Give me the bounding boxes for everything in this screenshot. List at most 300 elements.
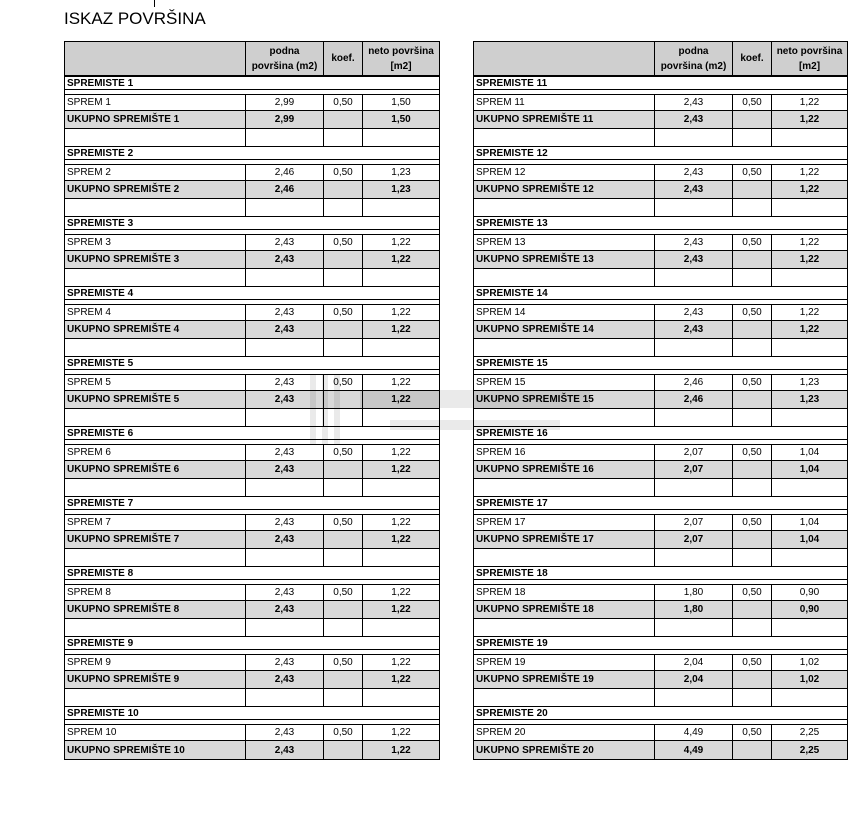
blank-cell (474, 199, 654, 216)
section-heading-row (65, 287, 439, 300)
floor-area-value: 4,49 (654, 725, 732, 740)
total-floor-area: 1,80 (654, 601, 732, 618)
floor-area-value: 2,43 (245, 725, 323, 740)
total-label: UKUPNO SPREMIŠTE 18 (476, 604, 594, 615)
blank-cell (654, 409, 732, 426)
total-label: UKUPNO SPREMIŠTE 20 (476, 744, 594, 756)
section-heading-row (65, 427, 439, 440)
net-area-value: 1,22 (362, 515, 439, 530)
blank-cell (474, 619, 654, 636)
blank-cell (654, 479, 732, 496)
total-coefficient-empty (323, 461, 362, 478)
total-row (474, 391, 847, 409)
blank-cell (654, 619, 732, 636)
total-floor-area: 2,43 (245, 601, 323, 618)
net-area-value: 1,22 (362, 585, 439, 600)
header-floor-area (654, 42, 732, 75)
floor-area-value: 2,43 (245, 375, 323, 390)
section-heading: SPREMISTE 4 (67, 288, 134, 299)
total-coefficient-empty (732, 531, 771, 548)
total-row (474, 181, 847, 199)
total-net-area: 1,04 (771, 531, 847, 548)
blank-cell (65, 689, 245, 706)
total-floor-area: 2,04 (654, 671, 732, 688)
blank-row (65, 409, 439, 427)
total-floor-area: 2,43 (245, 321, 323, 338)
unit-name: SPREM 20 (476, 727, 526, 738)
total-row (474, 251, 847, 269)
total-floor-area: 2,43 (245, 461, 323, 478)
section-heading-row (474, 497, 847, 510)
header-net-area-line1: neto površina (368, 45, 434, 57)
header-floor-area-line2: površina (m2) (251, 60, 318, 72)
floor-area-value: 2,99 (245, 95, 323, 110)
blank-cell (323, 339, 362, 356)
unit-name: SPREM 9 (67, 657, 111, 668)
blank-row (474, 479, 847, 497)
total-net-area: 1,02 (771, 671, 847, 688)
blank-row (474, 129, 847, 147)
section-heading: SPREMISTE 10 (67, 708, 139, 719)
total-floor-area: 2,43 (654, 251, 732, 268)
title-mark (154, 0, 155, 7)
total-row (65, 321, 439, 339)
table-row (65, 655, 439, 671)
total-label: UKUPNO SPREMIŠTE 9 (67, 674, 180, 685)
floor-area-value: 2,43 (654, 235, 732, 250)
header-floor-area-line1: podna (269, 45, 300, 57)
blank-cell (474, 409, 654, 426)
header-floor-area-line2: površina (m2) (660, 60, 727, 72)
total-label: UKUPNO SPREMIŠTE 3 (67, 254, 180, 265)
total-floor-area: 2,43 (245, 531, 323, 548)
total-floor-area: 2,07 (654, 531, 732, 548)
section-heading-row (65, 147, 439, 160)
total-row (474, 531, 847, 549)
page-title: ISKAZ POVRŠINA (64, 9, 206, 28)
total-label: UKUPNO SPREMIŠTE 8 (67, 604, 180, 615)
net-area-value: 2,25 (771, 725, 847, 740)
blank-cell (323, 409, 362, 426)
unit-name: SPREM 1 (67, 97, 111, 108)
section-heading-row (65, 637, 439, 650)
floor-area-value: 2,04 (654, 655, 732, 670)
blank-cell (362, 619, 439, 636)
blank-row (65, 129, 439, 147)
total-label: UKUPNO SPREMIŠTE 14 (476, 324, 594, 335)
blank-cell (474, 129, 654, 146)
total-coefficient-empty (323, 671, 362, 688)
section-heading-row (474, 217, 847, 230)
blank-cell (654, 549, 732, 566)
table-header-row (474, 42, 847, 77)
floor-area-value: 2,43 (245, 235, 323, 250)
section-heading: SPREMISTE 5 (67, 358, 134, 369)
blank-cell (474, 549, 654, 566)
blank-cell (323, 619, 362, 636)
total-coefficient-empty (323, 111, 362, 128)
blank-cell (362, 409, 439, 426)
total-floor-area: 2,99 (245, 111, 323, 128)
total-net-area: 1,22 (362, 741, 439, 759)
coefficient-value: 0,50 (732, 725, 771, 740)
blank-cell (732, 689, 771, 706)
total-coefficient-empty (323, 531, 362, 548)
header-floor-area-line1: podna (678, 45, 709, 57)
blank-cell (245, 129, 323, 146)
total-coefficient-empty (732, 321, 771, 338)
section-heading: SPREMISTE 3 (67, 218, 134, 229)
blank-row (65, 339, 439, 357)
section-heading: SPREMISTE 19 (476, 638, 548, 649)
blank-cell (323, 199, 362, 216)
section-heading: SPREMISTE 15 (476, 358, 548, 369)
unit-name: SPREM 5 (67, 377, 111, 388)
coefficient-value: 0,50 (323, 235, 362, 250)
total-coefficient-empty (732, 391, 771, 408)
section-heading-row (474, 287, 847, 300)
coefficient-value: 0,50 (323, 305, 362, 320)
blank-cell (771, 199, 847, 216)
unit-name: SPREM 13 (476, 237, 526, 248)
total-coefficient-empty (323, 391, 362, 408)
blank-cell (323, 549, 362, 566)
header-net-area (362, 42, 439, 75)
total-row (474, 601, 847, 619)
blank-cell (771, 689, 847, 706)
total-net-area: 1,22 (362, 601, 439, 618)
blank-cell (362, 269, 439, 286)
blank-cell (362, 689, 439, 706)
floor-area-value: 2,43 (245, 655, 323, 670)
section-heading: SPREMISTE 8 (67, 568, 134, 579)
header-coefficient: koef. (323, 42, 362, 75)
total-label: UKUPNO SPREMIŠTE 1 (67, 114, 180, 125)
total-label: UKUPNO SPREMIŠTE 13 (476, 254, 594, 265)
blank-cell (362, 549, 439, 566)
unit-name: SPREM 11 (476, 97, 525, 108)
blank-row (65, 689, 439, 707)
section-heading: SPREMISTE 17 (476, 498, 548, 509)
blank-cell (732, 549, 771, 566)
total-net-area: 1,23 (771, 391, 847, 408)
blank-cell (65, 479, 245, 496)
blank-cell (732, 619, 771, 636)
total-coefficient-empty (323, 601, 362, 618)
blank-cell (362, 479, 439, 496)
total-net-area: 2,25 (771, 741, 847, 759)
total-floor-area: 2,07 (654, 461, 732, 478)
blank-cell (245, 549, 323, 566)
unit-name: SPREM 15 (476, 377, 526, 388)
section-heading-row (65, 567, 439, 580)
blank-cell (65, 339, 245, 356)
total-floor-area: 2,46 (245, 181, 323, 198)
total-coefficient-empty (732, 741, 771, 759)
total-net-area: 1,22 (362, 531, 439, 548)
total-row (65, 601, 439, 619)
table-row (474, 585, 847, 601)
header-name-cell (65, 42, 245, 75)
blank-cell (474, 339, 654, 356)
table-row (474, 725, 847, 741)
coefficient-value: 0,50 (323, 585, 362, 600)
header-floor-area (245, 42, 323, 75)
total-net-area: 1,22 (362, 321, 439, 338)
total-net-area: 1,22 (771, 111, 847, 128)
table-row (65, 95, 439, 111)
storage-area-table-right (473, 41, 848, 760)
blank-cell (732, 199, 771, 216)
blank-cell (65, 199, 245, 216)
coefficient-value: 0,50 (732, 375, 771, 390)
unit-name: SPREM 18 (476, 587, 526, 598)
total-floor-area: 2,43 (245, 741, 323, 759)
total-label: UKUPNO SPREMIŠTE 7 (67, 534, 180, 545)
total-label: UKUPNO SPREMIŠTE 15 (476, 394, 594, 405)
blank-cell (771, 129, 847, 146)
total-label: UKUPNO SPREMIŠTE 5 (67, 394, 180, 405)
table-row (474, 515, 847, 531)
header-coefficient: koef. (732, 42, 771, 75)
net-area-value: 0,90 (771, 585, 847, 600)
blank-cell (245, 269, 323, 286)
section-heading: SPREMISTE 11 (476, 78, 548, 89)
blank-cell (771, 269, 847, 286)
total-row (65, 251, 439, 269)
table-row (65, 585, 439, 601)
unit-name: SPREM 17 (476, 517, 526, 528)
unit-name: SPREM 14 (476, 307, 526, 318)
total-row (474, 461, 847, 479)
total-row (474, 671, 847, 689)
coefficient-value: 0,50 (323, 725, 362, 740)
floor-area-value: 2,43 (245, 445, 323, 460)
blank-cell (245, 689, 323, 706)
total-net-area: 1,22 (771, 251, 847, 268)
total-coefficient-empty (732, 251, 771, 268)
blank-cell (65, 549, 245, 566)
blank-cell (245, 479, 323, 496)
table-row (474, 305, 847, 321)
table-row (65, 305, 439, 321)
total-label: UKUPNO SPREMIŠTE 4 (67, 324, 180, 335)
table-row (65, 375, 439, 391)
blank-row (65, 269, 439, 287)
net-area-value: 1,23 (362, 165, 439, 180)
coefficient-value: 0,50 (732, 235, 771, 250)
section-heading-row (65, 497, 439, 510)
unit-name: SPREM 8 (67, 587, 111, 598)
net-area-value: 1,22 (362, 235, 439, 250)
unit-name: SPREM 12 (476, 167, 526, 178)
total-coefficient-empty (323, 321, 362, 338)
net-area-value: 1,22 (771, 165, 847, 180)
floor-area-value: 2,43 (654, 165, 732, 180)
table-row (65, 445, 439, 461)
blank-cell (732, 409, 771, 426)
table-row (474, 445, 847, 461)
total-coefficient-empty (323, 741, 362, 759)
blank-cell (474, 269, 654, 286)
table-row (474, 655, 847, 671)
coefficient-value: 0,50 (323, 95, 362, 110)
blank-cell (65, 619, 245, 636)
section-heading: SPREMISTE 20 (476, 708, 548, 719)
total-label: UKUPNO SPREMIŠTE 17 (476, 534, 594, 545)
blank-cell (362, 339, 439, 356)
section-heading: SPREMISTE 9 (67, 638, 134, 649)
net-area-value: 1,23 (771, 375, 847, 390)
section-heading-row (474, 77, 847, 90)
net-area-value: 1,04 (771, 515, 847, 530)
section-heading-row (65, 217, 439, 230)
table-row (474, 95, 847, 111)
net-area-value: 1,22 (771, 95, 847, 110)
net-area-value: 1,50 (362, 95, 439, 110)
section-heading: SPREMISTE 7 (67, 498, 134, 509)
net-area-value: 1,22 (362, 445, 439, 460)
blank-cell (65, 269, 245, 286)
total-coefficient-empty (732, 671, 771, 688)
table-row (65, 165, 439, 181)
unit-name: SPREM 10 (67, 727, 117, 738)
coefficient-value: 0,50 (732, 445, 771, 460)
blank-cell (323, 129, 362, 146)
blank-row (65, 619, 439, 637)
blank-cell (732, 129, 771, 146)
blank-cell (65, 129, 245, 146)
net-area-value: 1,22 (362, 375, 439, 390)
coefficient-value: 0,50 (732, 165, 771, 180)
blank-row (65, 199, 439, 217)
total-net-area: 1,22 (771, 321, 847, 338)
table-row (474, 235, 847, 251)
blank-cell (474, 689, 654, 706)
blank-cell (654, 199, 732, 216)
total-net-area: 1,22 (362, 251, 439, 268)
floor-area-value: 2,43 (245, 515, 323, 530)
total-net-area: 1,22 (362, 461, 439, 478)
blank-cell (732, 479, 771, 496)
blank-cell (323, 689, 362, 706)
unit-name: SPREM 7 (67, 517, 111, 528)
total-row (474, 321, 847, 339)
table-row (65, 235, 439, 251)
section-heading: SPREMISTE 12 (476, 148, 548, 159)
section-heading-row (65, 77, 439, 90)
blank-cell (771, 479, 847, 496)
blank-cell (654, 689, 732, 706)
total-floor-area: 2,43 (654, 181, 732, 198)
table-row (474, 375, 847, 391)
total-floor-area: 2,43 (654, 321, 732, 338)
section-heading-row (474, 357, 847, 370)
table-row (474, 165, 847, 181)
table-row (65, 515, 439, 531)
floor-area-value: 2,43 (654, 305, 732, 320)
section-heading-row (474, 637, 847, 650)
header-net-area-line2: [m2] (798, 60, 821, 72)
total-row (474, 111, 847, 129)
blank-row (474, 409, 847, 427)
total-net-area: 1,22 (362, 391, 439, 408)
total-row (65, 461, 439, 479)
total-label: UKUPNO SPREMIŠTE 12 (476, 184, 594, 195)
coefficient-value: 0,50 (323, 515, 362, 530)
blank-cell (654, 339, 732, 356)
total-label: UKUPNO SPREMIŠTE 19 (476, 674, 594, 685)
section-heading-row (474, 567, 847, 580)
storage-area-table-left (64, 41, 440, 760)
header-net-area-line1: neto površina (776, 45, 843, 57)
total-row (65, 391, 439, 409)
coefficient-value: 0,50 (323, 375, 362, 390)
unit-name: SPREM 2 (67, 167, 111, 178)
unit-name: SPREM 3 (67, 237, 111, 248)
section-heading: SPREMISTE 13 (476, 218, 548, 229)
coefficient-value: 0,50 (323, 445, 362, 460)
total-row (65, 671, 439, 689)
total-net-area: 1,22 (362, 671, 439, 688)
floor-area-value: 2,07 (654, 445, 732, 460)
net-area-value: 1,22 (771, 305, 847, 320)
total-net-area: 1,50 (362, 111, 439, 128)
section-heading: SPREMISTE 1 (67, 78, 134, 89)
total-row (65, 531, 439, 549)
section-heading-row (474, 147, 847, 160)
blank-cell (245, 619, 323, 636)
total-label: UKUPNO SPREMIŠTE 2 (67, 184, 180, 195)
net-area-value: 1,22 (362, 305, 439, 320)
total-floor-area: 2,46 (654, 391, 732, 408)
blank-cell (474, 479, 654, 496)
net-area-value: 1,22 (362, 655, 439, 670)
total-coefficient-empty (732, 461, 771, 478)
total-row (65, 111, 439, 129)
blank-cell (771, 619, 847, 636)
total-label: UKUPNO SPREMIŠTE 10 (67, 744, 185, 756)
blank-cell (362, 129, 439, 146)
section-heading: SPREMISTE 18 (476, 568, 548, 579)
total-floor-area: 2,43 (654, 111, 732, 128)
blank-cell (654, 269, 732, 286)
total-floor-area: 2,43 (245, 671, 323, 688)
blank-cell (362, 199, 439, 216)
total-row (474, 741, 847, 759)
table-row (65, 725, 439, 741)
blank-cell (245, 409, 323, 426)
coefficient-value: 0,50 (732, 515, 771, 530)
header-name-cell (474, 42, 654, 75)
blank-cell (771, 409, 847, 426)
floor-area-value: 2,07 (654, 515, 732, 530)
blank-cell (245, 199, 323, 216)
blank-cell (323, 479, 362, 496)
total-coefficient-empty (323, 181, 362, 198)
blank-row (474, 689, 847, 707)
total-coefficient-empty (732, 601, 771, 618)
total-net-area: 1,04 (771, 461, 847, 478)
section-heading-row (65, 357, 439, 370)
unit-name: SPREM 19 (476, 657, 526, 668)
section-heading: SPREMISTE 16 (476, 428, 548, 439)
blank-row (474, 339, 847, 357)
blank-cell (654, 129, 732, 146)
blank-cell (732, 269, 771, 286)
total-row (65, 181, 439, 199)
floor-area-value: 2,46 (245, 165, 323, 180)
